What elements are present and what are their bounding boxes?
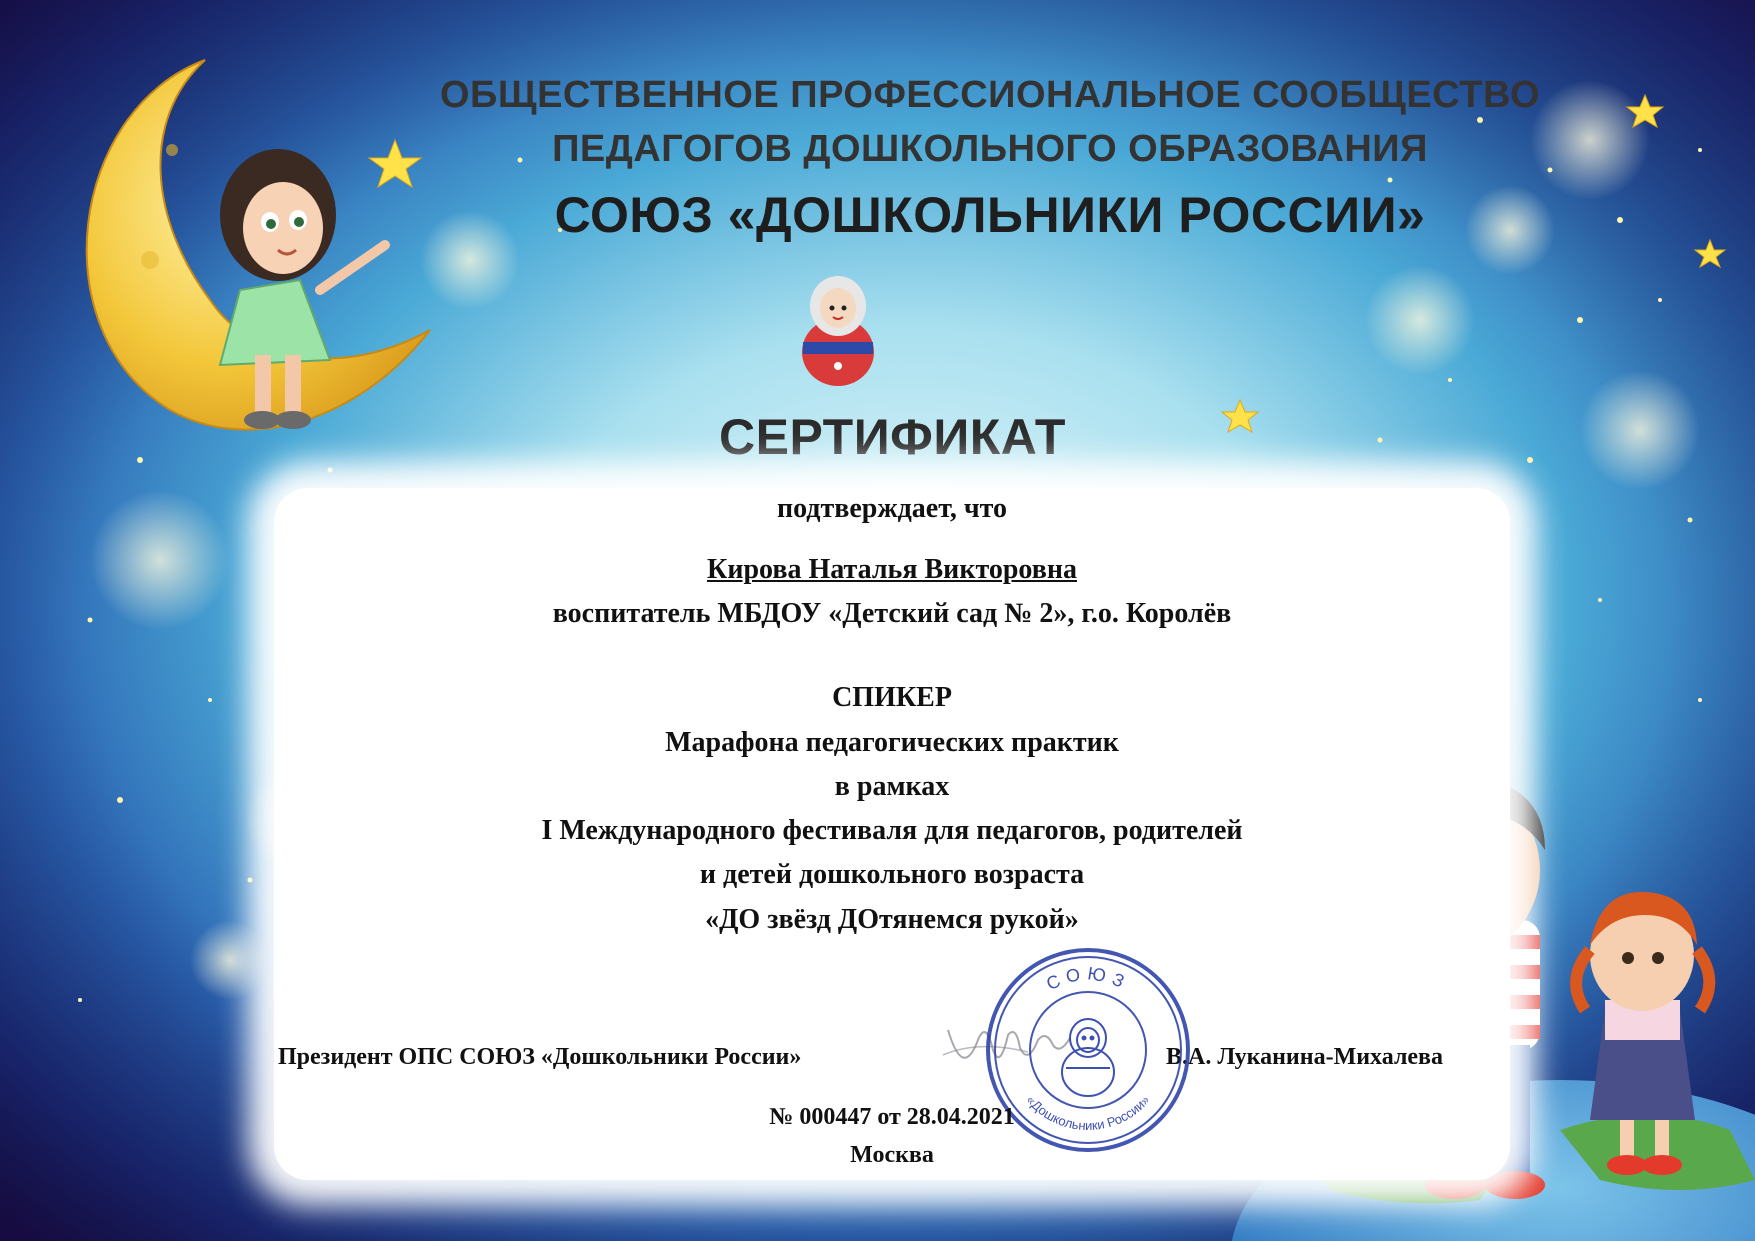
role-title: СПИКЕР [832, 682, 952, 713]
event-line-4: и детей дошкольного возраста [699, 859, 1085, 890]
certificate-title: СЕРТИФИКАТ [719, 409, 1066, 465]
event-line-2: в рамках [834, 771, 950, 802]
stamp-bottom-text: «Дошкольники России» [1023, 1092, 1153, 1134]
org-line-2: ПЕДАГОГОВ ДОШКОЛЬНОГО ОБРАЗОВАНИЯ [552, 128, 1428, 170]
recipient-name-text: Кирова Наталья Викторовна [707, 554, 1077, 585]
signer-name: В.А. Луканина-Михалева [1166, 1044, 1444, 1070]
org-name: СОЮЗ «ДОШКОЛЬНИКИ РОССИИ» [554, 187, 1426, 243]
signer-title: Президент ОПС СОЮЗ «Дошкольники России» [278, 1044, 802, 1070]
confirms-text: подтверждает, что [776, 493, 1008, 524]
matryoshka-logo-icon [800, 270, 876, 388]
event-line-3: I Международного фестиваля для педагогов, родителей [541, 815, 1243, 846]
certificate-city: Москва [850, 1142, 934, 1168]
event-line-5: «ДО звёзд ДОтянемся рукой» [705, 904, 1079, 935]
event-line-1: Марафона педагогических практик [665, 727, 1119, 758]
recipient-name [274, 556, 1510, 584]
recipient-position: воспитатель МБДОУ «Детский сад № 2», г.о. Королёв [552, 598, 1232, 629]
svg-text:СОЮЗ [1043, 963, 1133, 994]
certificate-number: № 000447 от 28.04.2021 [769, 1104, 1015, 1130]
org-line-1: ОБЩЕСТВЕННОЕ ПРОФЕССИОНАЛЬНОЕ СООБЩЕСТВО [439, 74, 1540, 116]
stamp-top-text: СОЮЗ [1043, 963, 1133, 995]
